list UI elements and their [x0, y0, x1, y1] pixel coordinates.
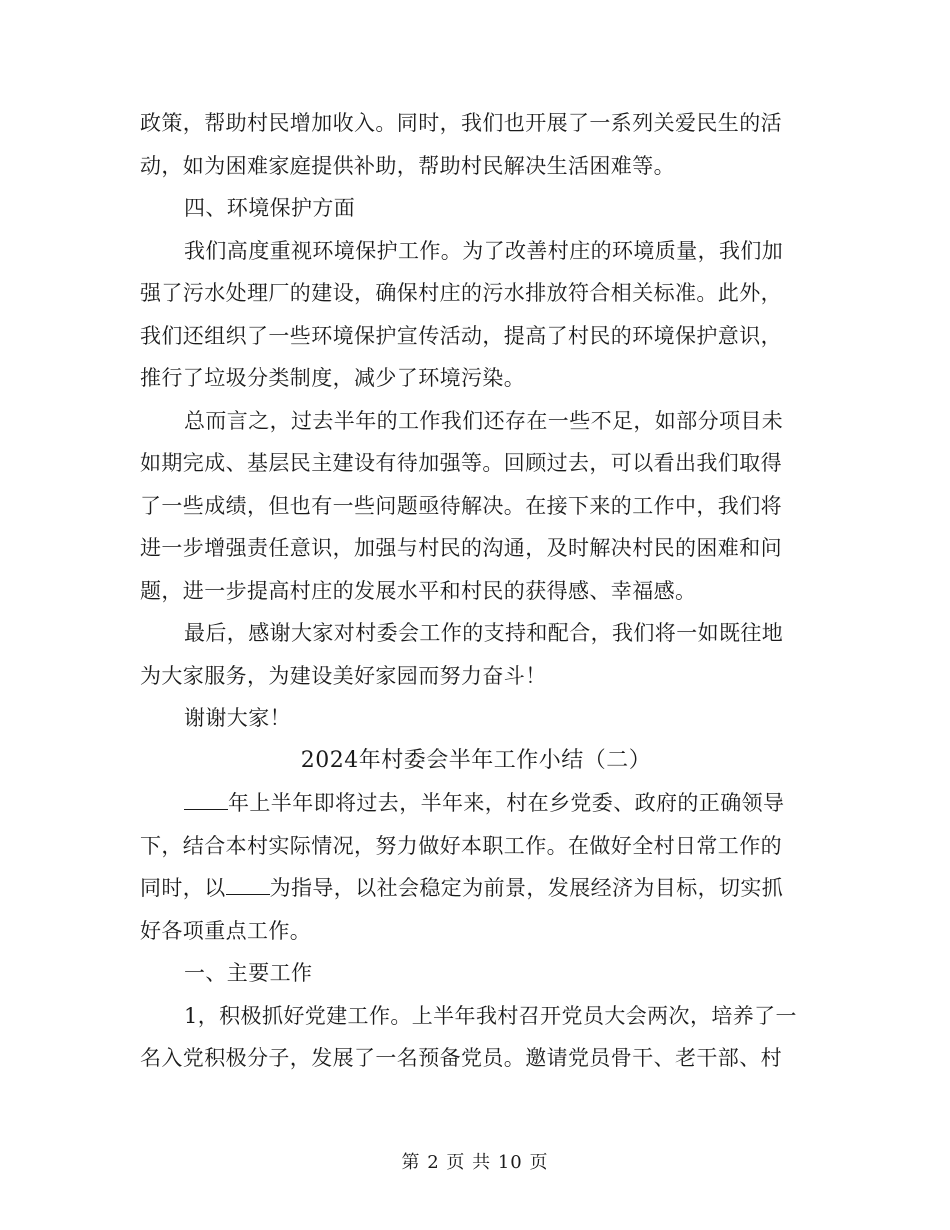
paragraph-line: 动，如为困难家庭提供补助，帮助村民解决生活困难等。: [140, 153, 675, 178]
paragraph-text: 年上半年即将过去，半年来，村在乡党委、政府的正确领导: [228, 791, 785, 815]
paragraph-line: 政策，帮助村民增加收入。同时，我们也开展了一系列关爱民生的活: [140, 111, 782, 135]
paragraph-line: 我们还组织了一些环境保护宣传活动，提高了村民的环境保护意识，: [140, 323, 782, 348]
paragraph-line: 总而言之，过去半年的工作我们还存在一些不足，如部分项目未: [184, 408, 784, 433]
paragraph-line: 如期完成、基层民主建设有待加强等。回顾过去，可以看出我们取得: [140, 451, 782, 475]
paragraph-line: [140, 782, 812, 825]
paragraph-text: 为指导，以社会稳定为前景，发展经济为目标，切实抓: [269, 876, 784, 900]
section-title: 2024年村委会半年工作小结（二）: [300, 747, 652, 773]
paragraph-line: 最后，感谢大家对村委会工作的支持和配合，我们将一如既往地: [184, 621, 784, 645]
paragraph-line: 好各项重点工作。: [140, 918, 312, 943]
paragraph-line: 强了污水处理厂的建设，确保村庄的污水排放符合相关标准。此外，: [140, 281, 782, 305]
fill-in-blank: [226, 874, 270, 895]
paragraph-text: 同时，以: [140, 876, 226, 900]
section-heading: 四、环境保护方面: [184, 196, 356, 220]
document-body: [140, 102, 812, 1080]
paragraph-line: 下，结合本村实际情况，努力做好本职工作。在做好全村日常工作的: [140, 833, 782, 858]
paragraph-line: 题，进一步提高村庄的发展水平和村民的获得感、幸福感。: [140, 578, 697, 603]
paragraph-line: 我们高度重视环境保护工作。为了改善村庄的环境质量，我们加: [184, 238, 784, 263]
fill-in-blank: [184, 789, 228, 810]
paragraph-line: 了一些成绩，但也有一些问题亟待解决。在接下来的工作中，我们将: [140, 493, 782, 518]
paragraph-line: 为大家服务，为建设美好家园而努力奋斗！: [140, 663, 547, 688]
paragraph-line: 1，积极抓好党建工作。上半年我村召开党员大会两次，培养了一: [184, 1003, 797, 1028]
paragraph-line: 推行了垃圾分类制度，减少了环境污染。: [140, 366, 526, 390]
paragraph-line: [140, 867, 812, 910]
page-footer: 第 2 页 共 10 页: [401, 1152, 549, 1173]
paragraph-line: 名入党积极分子，发展了一名预备党员。邀请党员骨干、老干部、村: [140, 1046, 782, 1070]
section-heading: 一、主要工作: [184, 961, 313, 985]
closing-line: 谢谢大家！: [184, 706, 291, 730]
paragraph-line: 进一步增强责任意识，加强与村民的沟通，及时解决村民的困难和问: [140, 536, 782, 560]
